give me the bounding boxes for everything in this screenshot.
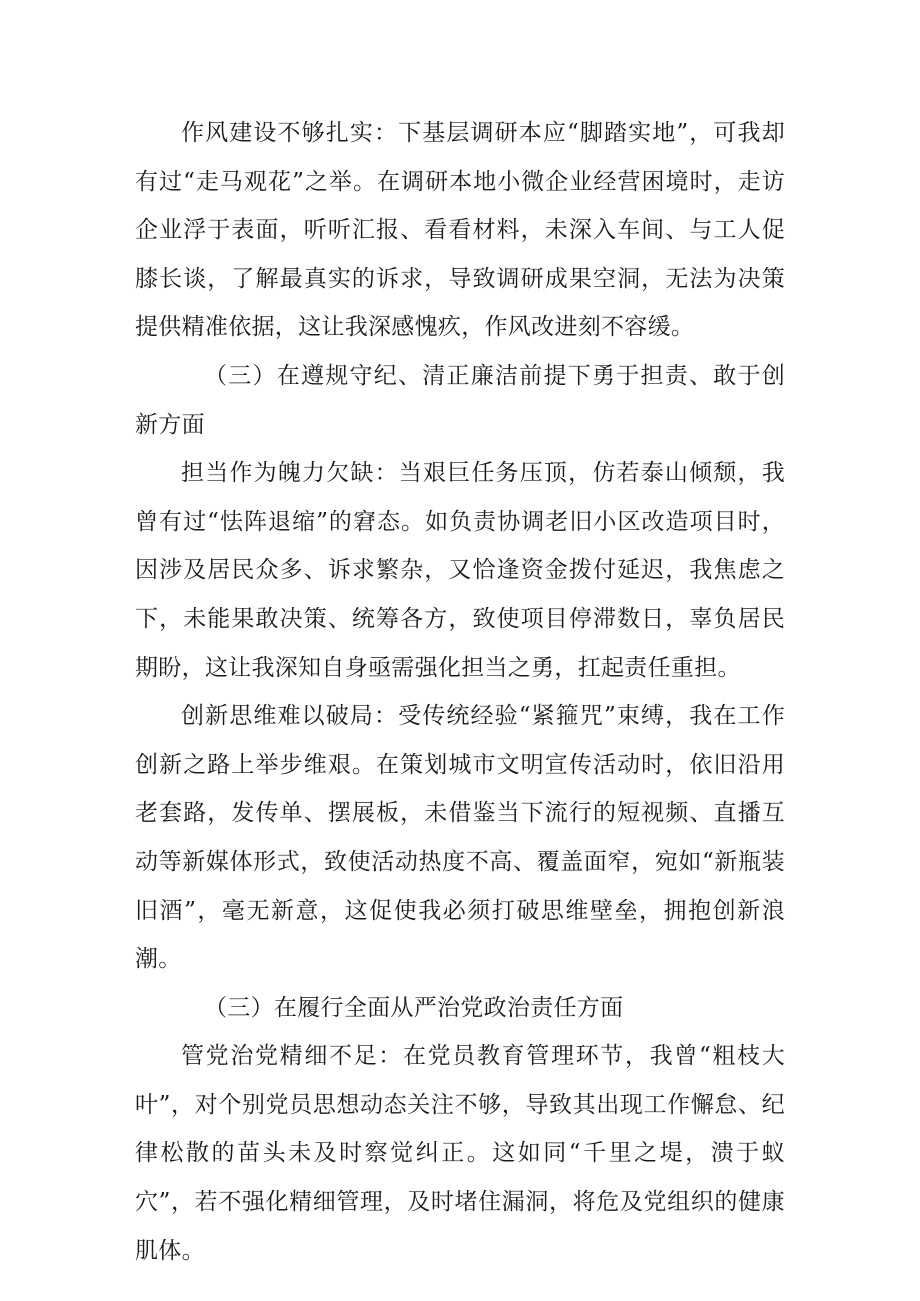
paragraph-innovation: 创新思维难以破局：受传统经验“紧箍咒”束缚，我在工作创新之路上举步维艰。在策划城市文明宣传活动时，依旧沿用老套路，发传单、摆展板，未借鉴当下流行的短视频、直播互动等新媒体形式，致使活动热度不高、覆盖面窄，宛如“新瓶装旧酒”，毫无新意，这促使我必须打破思维壁垒，拥抱创新浪潮。 [135,703,785,973]
paragraph-party-management: 管党治党精细不足：在党员教育管理环节，我曾“粗枝大叶”，对个别党员思想动态关注不够，导致其出现工作懈怠、纪律松散的苗头未及时察觉纠正。这如同“千里之堤，溃于蚁穴”，若不强化精细管理，及时堵住漏洞，将危及党组织的健康肌体。 [135,1043,785,1264]
document-body [135,109,785,1275]
section-heading-party-governance: （三）在履行全面从严治党政治责任方面 [204,994,624,1021]
paragraph-responsibility: 担当作为魄力欠缺：当艰巨任务压顶，仿若泰山倾颓，我曾有过“怯阵退缩”的窘态。如负责协调老旧小区改造项目时，因涉及居民众多、诉求繁杂，又恰逢资金拨付延迟，我焦虑之下，未能果敢决策、统筹各方，致使项目停滞数日，辜负居民期盼，这让我深知自身亟需强化担当之勇，扛起责任重担。 [135,460,785,681]
paragraph-work-style: 作风建设不够扎实：下基层调研本应“脚踏实地”，可我却有过“走马观花”之举。在调研本地小微企业经营困境时，走访企业浮于表面，听听汇报、看看材料，未深入车间、与工人促膝长谈，了解最真实的诉求，导致调研成果空洞，无法为决策提供精准依据，这让我深感愧疚，作风改进刻不容缓。 [135,120,785,341]
section-heading-responsibility-innovation: （三）在遵规守纪、清正廉洁前提下勇于担责、敢于创新方面 [135,362,785,438]
